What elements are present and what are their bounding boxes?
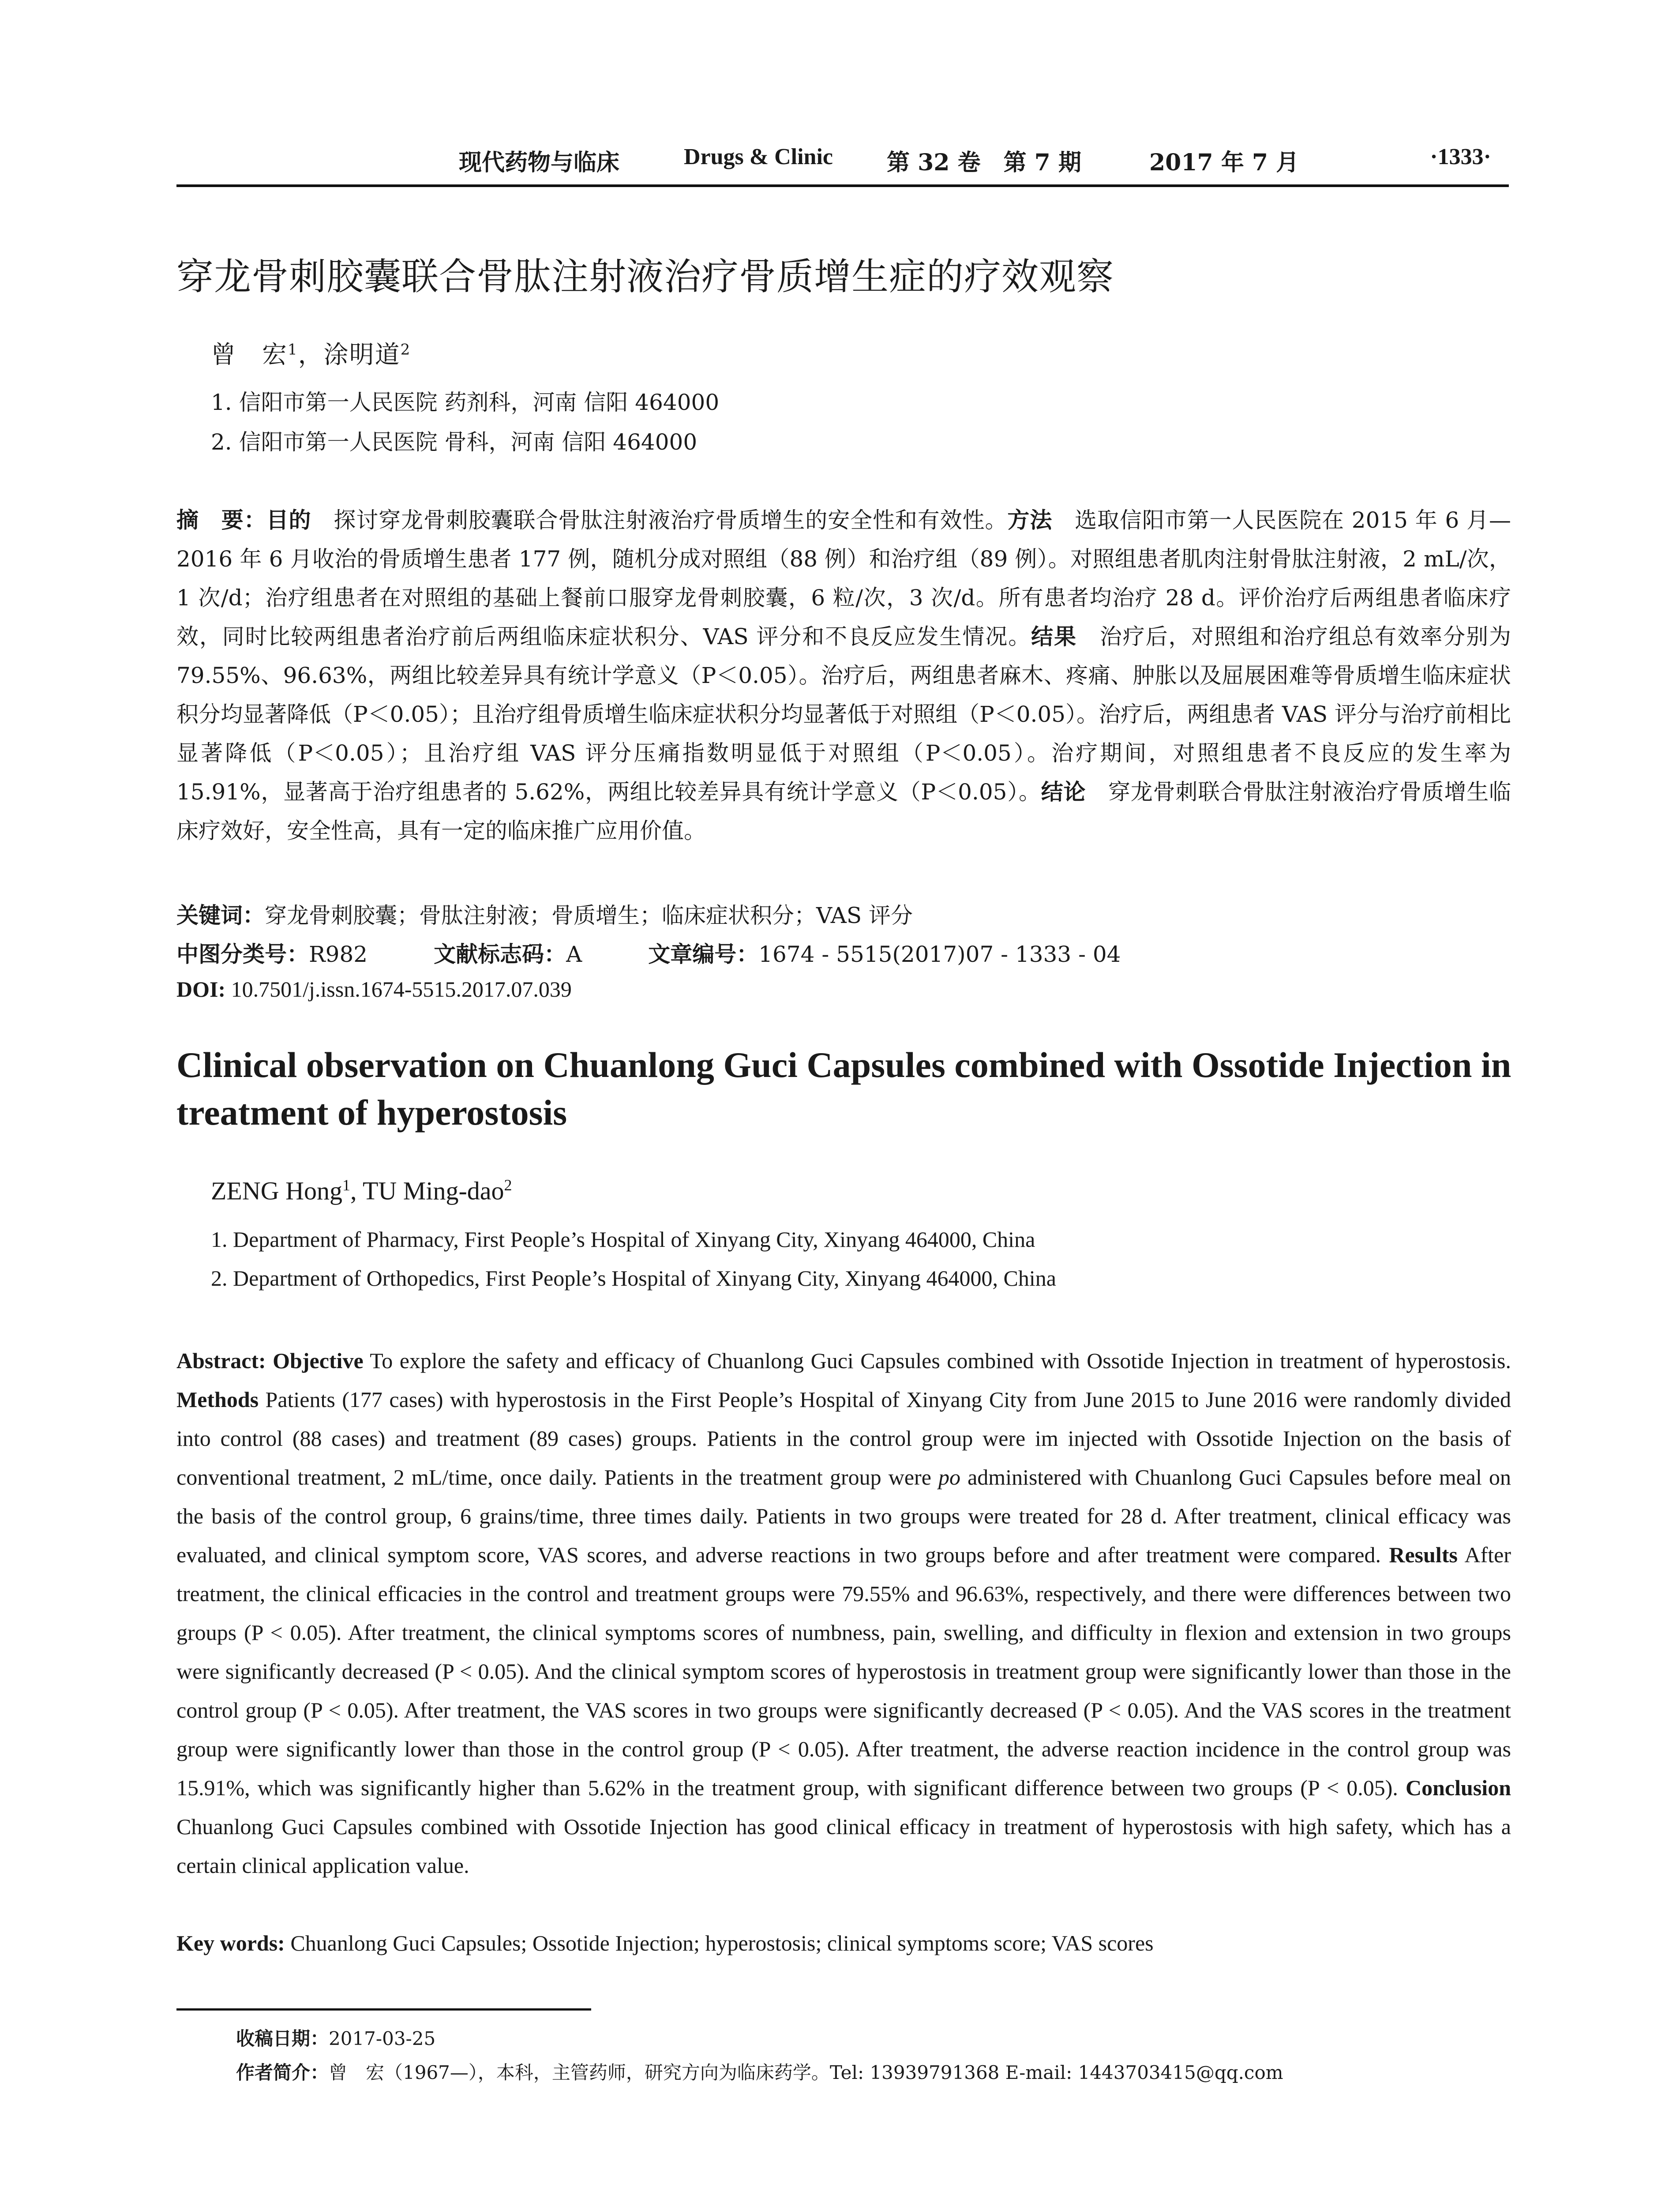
author-separator-en: , <box>350 1176 363 1205</box>
received-date-value: 2017-03-25 <box>329 2028 436 2049</box>
document-code-value: A <box>566 942 582 967</box>
received-date-label: 收稿日期： <box>236 2028 329 2049</box>
author-cn-1: 曾 宏 <box>211 341 288 369</box>
clc-value: R982 <box>309 942 368 967</box>
author-en-1-affiliation-mark: 1 <box>342 1176 351 1194</box>
abstract-en-results-label: Results <box>1389 1542 1458 1567</box>
keywords-en-value: Chuanlong Guci Capsules; Ossotide Injection; hyperostosis; clinical symptoms score; VAS scores <box>285 1931 1154 1955</box>
authors-cn <box>211 335 411 371</box>
affiliation-en-2: 2. Department of Orthopedics, First People’s Hospital of Xinyang City, Xinyang 464000, China <box>211 1266 1056 1291</box>
abstract-en-objective: To explore the safety and efficacy of Chuanlong Guci Capsules combined with Ossotide Injection in treatment of hyperostosis. <box>363 1348 1511 1373</box>
author-en-2-affiliation-mark: 2 <box>504 1176 512 1194</box>
keywords-en <box>176 1930 1511 1956</box>
abstract-en-conclusion-label: Conclusion <box>1406 1775 1511 1800</box>
volume-issue: 第 32 卷 第 7 期 <box>887 149 1081 176</box>
footnote-received-date <box>236 2024 435 2051</box>
abstract-cn-conclusion: 穿龙骨刺联合骨肽注射液治疗骨质增生临床疗效好，安全性高，具有一定的临床推广应用价值。 <box>176 779 1511 844</box>
keywords-cn-label: 关键词： <box>176 903 265 928</box>
document-code-label: 文献标志码： <box>434 942 566 967</box>
footnote-author-bio <box>236 2058 1283 2085</box>
affiliation-en-1: 1. Department of Pharmacy, First People’s Hospital of Xinyang City, Xinyang 464000, China <box>211 1227 1035 1252</box>
keywords-cn <box>176 898 913 930</box>
abstract-en-results: After treatment, the clinical efficacies in the control and treatment groups were 79.55% and 96.63%, respectively, and there were differences between two groups (P < 0.05). After treatment, the clinical symptoms scores of numbness, pain, swelling, and difficulty in flexion and extension in two groups were significantly decreased (P < 0.05). And the clinical symptom scores of hyperostosis in treatment group were significantly lower than those in the control group (P < 0.05). After treatment, the VAS scores in two groups were significantly decreased (P < 0.05). And the VAS scores in the treatment group were significantly lower than those in the control group (P < 0.05). After treatment, the adverse reaction incidence in the control group was 15.91%, which was significantly higher than 5.62% in the treatment group, with significant difference between two groups (P < 0.05). <box>176 1542 1511 1800</box>
abstract-cn-label: 摘 要： <box>176 507 266 533</box>
keywords-cn-value: 穿龙骨刺胶囊；骨肽注射液；骨质增生；临床症状积分；VAS 评分 <box>265 903 913 928</box>
footnote-divider <box>176 2008 591 2011</box>
title-en: Clinical observation on Chuanlong Guci Capsules combined with Ossotide Injection in treatment of hyperostosis <box>176 1045 1511 1133</box>
author-cn-2-affiliation-mark: 2 <box>400 341 411 359</box>
issue-date: 2017 年 7 月 <box>1149 149 1299 176</box>
clc-label: 中图分类号： <box>176 942 309 967</box>
author-separator-cn: ， <box>298 341 324 369</box>
author-en-2: TU Ming-dao <box>362 1176 504 1205</box>
abstract-cn-objective-label: 目的 <box>266 507 311 533</box>
doi-value[interactable]: 10.7501/j.issn.1674-5515.2017.07.039 <box>225 977 572 1002</box>
article-number-label: 文章编号： <box>648 942 759 967</box>
abstract-cn-results: 治疗后，对照组和治疗组总有效率分别为 79.55%、96.63%，两组比较差异具有统计学意义（P＜0.05）。治疗后，两组患者麻木、疼痛、肿胀以及屈展困难等骨质增生临床症状积分均显著降低（P＜0.05）；且治疗组骨质增生临床症状积分均显著低于对照组（P＜0.05）。治疗后，两组患者 VAS 评分与治疗前相比显著降低（P＜0.05）；且治疗组 VAS 评分压痛指数明显低于对照组（P＜0.05）。治疗期间，对照组患者不良反应的发生率为 15.91%，显著高于治疗组患者的 5.62%，两组比较差异具有统计学意义（P＜0.05）。 <box>176 624 1511 805</box>
keywords-en-label: Key words: <box>176 1931 285 1955</box>
abstract-en <box>176 1341 1511 1885</box>
doi-line <box>176 976 572 1002</box>
abstract-cn-methods-label: 方法 <box>1007 507 1053 533</box>
abstract-en-methods-po: po <box>938 1465 960 1489</box>
abstract-en-label: Abstract: Objective <box>176 1348 364 1373</box>
running-header <box>176 140 1509 187</box>
abstract-en-methods-label: Methods <box>176 1387 259 1412</box>
doi-label: DOI: <box>176 977 226 1002</box>
abstract-cn-conclusion-label: 结论 <box>1041 779 1086 805</box>
abstract-cn-objective: 探讨穿龙骨刺胶囊联合骨肽注射液治疗骨质增生的安全性和有效性。 <box>311 507 1008 533</box>
author-bio-label: 作者简介： <box>236 2062 329 2083</box>
page-number: ·1333· <box>1430 144 1491 169</box>
abstract-cn <box>176 501 1511 850</box>
title-cn: 穿龙骨刺胶囊联合骨肽注射液治疗骨质增生症的疗效观察 <box>176 255 1114 298</box>
author-cn-1-affiliation-mark: 1 <box>288 341 298 359</box>
authors-en <box>211 1176 512 1205</box>
abstract-en-conclusion: Chuanlong Guci Capsules combined with Ossotide Injection has good clinical efficacy in treatment of hyperostosis with high safety, which has a certain clinical application value. <box>176 1814 1511 1878</box>
classification-line <box>176 937 1121 968</box>
abstract-cn-results-label: 结果 <box>1031 624 1077 649</box>
author-en-1: ZENG Hong <box>211 1176 343 1205</box>
abstract-en-methods-part-b: administered with Chuanlong Guci Capsules before meal on the basis of the control group, 6 grains/time, three times daily. Patients in two groups were treated for 28 d. After treatment, clinical efficacy was evaluated, and clinical symptom score, VAS scores, and adverse reactions in two groups before and after treatment were compared. <box>176 1465 1511 1567</box>
author-cn-2: 涂明道 <box>323 341 401 369</box>
affiliation-cn-1: 1. 信阳市第一人民医院 药剂科，河南 信阳 464000 <box>211 390 720 415</box>
author-bio-value: 曾 宏（1967—），本科，主管药师，研究方向为临床药学。Tel: 13939791368 E-mail: 1443703415@qq.com <box>329 2062 1283 2083</box>
abstract-en-methods-part-a: Patients (177 cases) with hyperostosis in the First People’s Hospital of Xinyang City from June 2015 to June 2016 were randomly divided into control (88 cases) and treatment (89 cases) groups. Patients in the control group were im injected with Ossotide Injection on the basis of conventional treatment, 2 mL/time, once daily. Patients in the treatment group were <box>176 1387 1511 1489</box>
article-number-value: 1674 - 5515(2017)07 - 1333 - 04 <box>758 942 1121 967</box>
abstract-cn-methods: 选取信阳市第一人民医院在 2015 年 6 月—2016 年 6 月收治的骨质增生患者 177 例，随机分成对照组（88 例）和治疗组（89 例）。对照组患者肌肉注射骨肽注射液，2 mL/次，1 次/d；治疗组患者在对照组的基础上餐前口服穿龙骨刺胶囊，6 粒/次，3 次/d。所有患者均治疗 28 d。评价治疗后两组患者临床疗效，同时比较两组患者治疗前后两组临床症状积分、VAS 评分和不良反应发生情况。 <box>176 507 1511 649</box>
journal-name-cn: 现代药物与临床 <box>459 150 620 176</box>
journal-name-en: Drugs & Clinic <box>684 144 833 169</box>
affiliation-cn-2: 2. 信阳市第一人民医院 骨科，河南 信阳 464000 <box>211 429 698 455</box>
